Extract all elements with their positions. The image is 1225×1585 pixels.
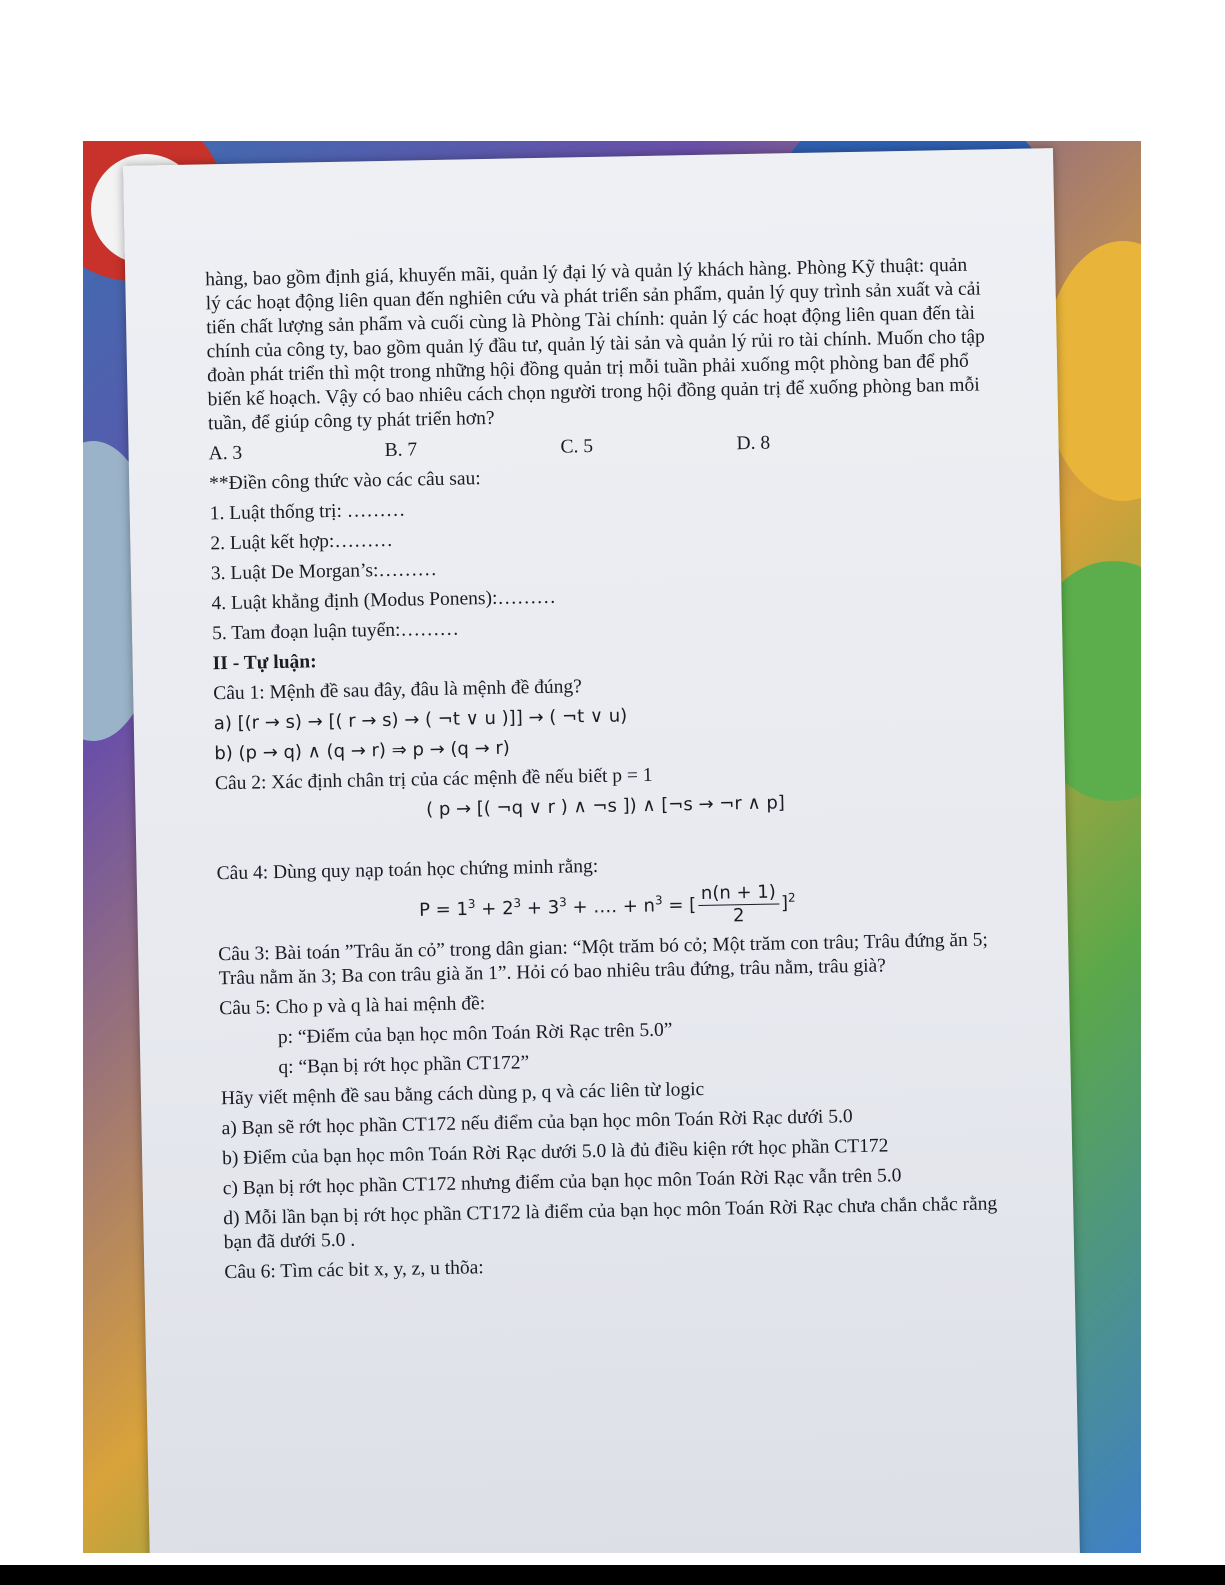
formula-exponent: 3	[654, 893, 663, 908]
formula-part: + …. + n	[566, 895, 656, 919]
question-4: Câu 4: Dùng quy nạp toán học chứng minh rằng:	[216, 855, 599, 885]
fill-heading: **Điền công thức vào các câu sau:	[209, 468, 481, 495]
intro-paragraph: hàng, bao gồm định giá, khuyến mãi, quản lý đại lý và quản lý khách hàng. Phòng Kỹ thuật: quản lý các hoạt động liên quan đến nghiên cứu và phát triển sản phẩm, quản lý quy trình sản xuất và cải tiến chất lượng sản phẩm và cuối cùng là Phòng Tài chính: quản lý các hoạt động liên quan đến tài chính của công ty, bao gồm quản lý đầu tư, quản lý tài sản và quản lý rủi ro tài chính. Muốn cho tập đoàn phát triển thì một trong những hội đồng quản trị mỗi tuần phải xuống một phòng ban để phổ biến kế hoạch. Vậy có bao nhiêu cách chọn người trong hội đồng quản trị để xuống phòng ban mỗi tuần, để giúp công ty phát triển hơn?	[205, 254, 986, 435]
fill-item: 4. Luật khẳng định (Modus Ponens):………	[211, 586, 557, 615]
fill-item: 3. Luật De Morgan’s:………	[210, 558, 438, 585]
question-5-a: a) Bạn sẽ rớt học phần CT172 nếu điểm của bạn học môn Toán Rời Rạc dưới 5.0	[221, 1106, 853, 1140]
question-5-b: b) Điểm của bạn học môn Toán Rời Rạc dưới 5.0 là đủ điều kiện rớt học phần CT172	[221, 1135, 889, 1170]
question-6: Câu 6: Tìm các bit x, y, z, u thõa:	[224, 1257, 484, 1284]
question-5-c: c) Bạn bị rớt học phần CT172 nhưng điểm của bạn học môn Toán Rời Rạc vẫn trên 5.0	[222, 1165, 902, 1200]
question-2: Câu 2: Xác định chân trị của các mệnh đề nếu biết p = 1	[214, 764, 653, 795]
exam-paper	[123, 148, 1080, 1553]
section-title: II - Tự luận:	[212, 651, 317, 675]
formula-exponent: 2	[787, 890, 796, 905]
formula-exponent: 3	[558, 895, 567, 910]
question-4-formula	[217, 877, 998, 937]
option-a: A. 3	[208, 442, 243, 465]
bottom-bar	[0, 1565, 1225, 1585]
fill-item: 1. Luật thống trị: ………	[209, 499, 406, 525]
option-b: B. 7	[384, 439, 418, 461]
formula-fraction	[698, 881, 780, 928]
fraction-denominator: 2	[732, 905, 745, 927]
fill-item: 5. Tam đoạn luận tuyển:………	[211, 618, 460, 645]
option-d: D. 8	[736, 432, 771, 455]
paper-content	[205, 253, 1004, 1285]
formula-exponent: 3	[467, 896, 476, 911]
question-5-p: p: “Điểm của bạn học môn Toán Rời Rạc trên 5.0”	[277, 1019, 673, 1049]
formula-part: + 3	[520, 897, 560, 919]
question-1-b: b) (p → q) ∧ (q → r) ⇒ p → (q → r)	[214, 737, 511, 765]
formula-part: = [	[662, 894, 697, 917]
question-5-instruction: Hãy viết mệnh đề sau bằng cách dùng p, q và các liên từ logic	[220, 1078, 705, 1110]
formula-part: P = 1	[418, 898, 469, 921]
question-1-a: a) [(r → s) → [( r → s) → ( ¬t ∨ u )]] → ( ¬t ∨ u)	[213, 705, 628, 735]
option-c: C. 5	[560, 435, 594, 458]
question-3: Câu 3: Bài toán ”Trâu ăn cỏ” trong dân gian: “Một trăm bó cỏ; Một trăm con trâu; Trâu đứng ăn 5; Trâu nằm ăn 3; Ba con trâu già ăn 1”. Hỏi có bao nhiêu trâu đứng, trâu nằm, trâu già?	[218, 929, 988, 990]
formula-part: ]	[780, 892, 789, 914]
question-5-q: q: “Bạn bị rớt học phần CT172”	[278, 1052, 530, 1079]
question-5-d: d) Mỗi lần bạn bị rớt học phần CT172 là điểm của bạn học môn Toán Rời Rạc chưa chắn chắc rằng bạn đã dưới 5.0 .	[223, 1193, 998, 1254]
photo-background	[83, 141, 1141, 1553]
fill-item: 2. Luật kết hợp:………	[210, 529, 394, 555]
formula-part: + 2	[475, 898, 514, 920]
formula-exponent: 3	[513, 895, 522, 911]
fraction-numerator: n(n + 1)	[698, 881, 779, 906]
question-5: Câu 5: Cho p và q là hai mệnh đề:	[219, 993, 486, 1020]
question-1: Câu 1: Mệnh đề sau đây, đâu là mệnh đề đúng?	[213, 676, 582, 705]
question-2-formula: ( p → [( ¬q ∨ r ) ∧ ¬s ]) ∧ [¬s → ¬r ∧ p]	[425, 792, 786, 821]
